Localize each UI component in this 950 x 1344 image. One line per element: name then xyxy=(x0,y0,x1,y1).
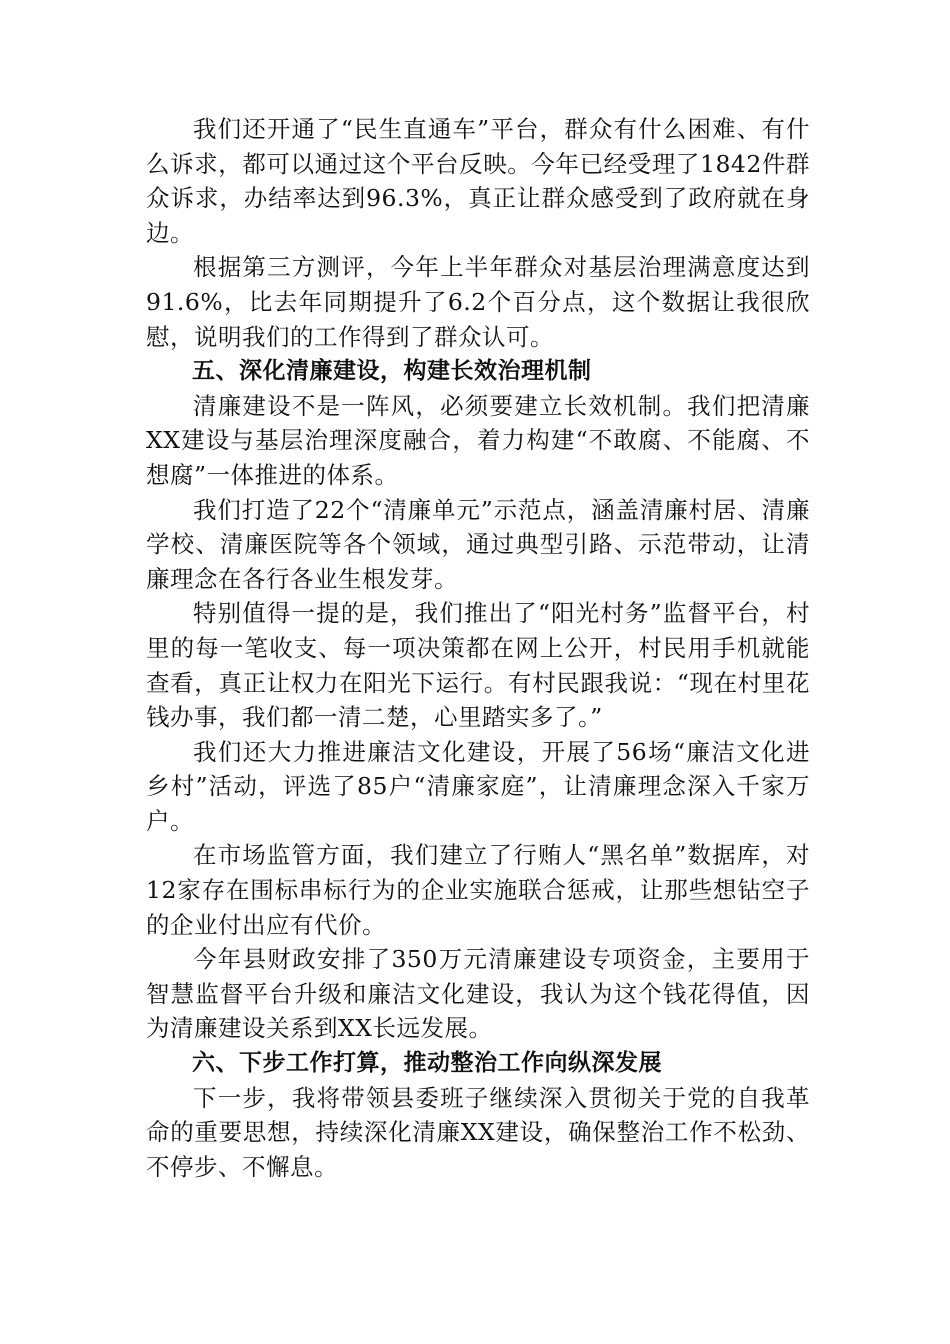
paragraph: 根据第三方测评，今年上半年群众对基层治理满意度达到91.6%，比去年同期提升了6.2个百分点，这个数据让我很欣慰，说明我们的工作得到了群众认可。 xyxy=(146,253,810,351)
paragraph: 我们还大力推进廉洁文化建设，开展了56场“廉洁文化进乡村”活动，评选了85户“清廉家庭”，让清廉理念深入千家万户。 xyxy=(146,737,810,835)
paragraph: 特别值得一提的是，我们推出了“阳光村务”监督平台，村里的每一笔收支、每一项决策都在网上公开，村民用手机就能查看，真正让权力在阳光下运行。有村民跟我说：“现在村里花钱办事，我们都一清二楚，心里踏实多了。” xyxy=(146,599,810,732)
paragraph: 在市场监管方面，我们建立了行贿人“黑名单”数据库，对12家存在围标串标行为的企业实施联合惩戒，让那些想钻空子的企业付出应有代价。 xyxy=(146,841,810,939)
section-heading: 六、下步工作打算，推动整治工作向纵深发展 xyxy=(192,1050,662,1077)
paragraph: 下一步，我将带领县委班子继续深入贯彻关于党的自我革命的重要思想，持续深化清廉XX建设，确保整治工作不松劲、不停步、不懈息。 xyxy=(146,1083,810,1181)
paragraph: 今年县财政安排了350万元清廉建设专项资金，主要用于智慧监督平台升级和廉洁文化建设，我认为这个钱花得值，因为清廉建设关系到XX长远发展。 xyxy=(146,945,810,1043)
paragraph: 清廉建设不是一阵风，必须要建立长效机制。我们把清廉XX建设与基层治理深度融合，着力构建“不敢腐、不能腐、不想腐”一体推进的体系。 xyxy=(146,391,810,489)
document-body xyxy=(146,112,810,1184)
section-heading: 五、深化清廉建设，构建长效治理机制 xyxy=(192,358,592,385)
paragraph: 我们打造了22个“清廉单元”示范点，涵盖清廉村居、清廉学校、清廉医院等各个领域，通过典型引路、示范带动，让清廉理念在各行各业生根发芽。 xyxy=(146,495,810,593)
paragraph: 我们还开通了“民生直通车”平台，群众有什么困难、有什么诉求，都可以通过这个平台反映。今年已经受理了1842件群众诉求，办结率达到96.3%，真正让群众感受到了政府就在身边。 xyxy=(146,115,810,247)
